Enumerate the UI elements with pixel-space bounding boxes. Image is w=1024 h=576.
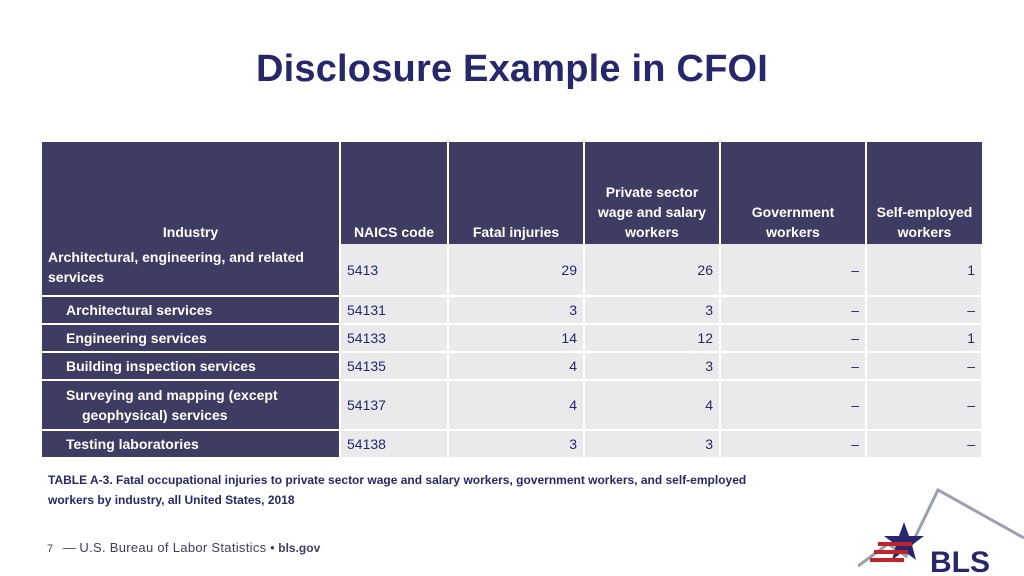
industry-line1: Surveying and mapping (except: [66, 387, 278, 403]
logo-stripe: [870, 558, 904, 562]
industry-cell: Architectural services: [42, 296, 340, 324]
self-employed-cell: –: [866, 296, 982, 324]
footer: [47, 540, 320, 555]
private-cell: 12: [584, 324, 720, 352]
industry-cell: Testing laboratories: [42, 430, 340, 458]
cfoi-table: [42, 142, 983, 459]
government-cell: –: [720, 296, 866, 324]
table-caption: TABLE A-3. Fatal occupational injuries to private sector wage and salary workers, government workers, and self-employed workers by industry, all United States, 2018: [48, 473, 747, 507]
header-fatal: Fatal injuries: [448, 142, 584, 244]
header-private: [584, 142, 720, 244]
fatal-cell: 14: [448, 324, 584, 352]
self-employed-cell: 1: [866, 244, 982, 296]
bls-star-chart-logo-icon: [858, 486, 1024, 576]
self-employed-cell: 1: [866, 324, 982, 352]
private-cell: 3: [584, 430, 720, 458]
header-self-employed: [866, 142, 982, 244]
header-private-line1: Private sector: [605, 184, 699, 200]
naics-cell: 54135: [340, 352, 448, 380]
private-cell: 3: [584, 296, 720, 324]
table-row: [42, 324, 982, 352]
industry-cell: Building inspection services: [42, 352, 340, 380]
footer-bullet: •: [270, 540, 275, 555]
government-cell: –: [720, 380, 866, 430]
naics-cell: 54138: [340, 430, 448, 458]
header-private-line2: wage and salary: [597, 204, 707, 220]
page-title: Disclosure Example in CFOI: [255, 48, 769, 90]
header-naics: NAICS code: [340, 142, 448, 244]
table-row: [42, 380, 982, 430]
table-row: [42, 244, 982, 296]
logo-stripe: [878, 542, 912, 546]
footer-site: bls.gov: [278, 541, 321, 555]
logo-text: BLS: [930, 546, 990, 576]
industry-line2: geophysical) services: [82, 407, 228, 423]
self-employed-cell: –: [866, 380, 982, 430]
private-cell: 4: [584, 380, 720, 430]
table-row: [42, 296, 982, 324]
government-cell: –: [720, 352, 866, 380]
table-row: [42, 430, 982, 458]
private-cell: 26: [584, 244, 720, 296]
government-cell: –: [720, 324, 866, 352]
industry-cell: Architectural, engineering, and related services: [42, 244, 340, 296]
naics-cell: 54137: [340, 380, 448, 430]
header-industry: Industry: [42, 142, 340, 244]
logo-stripe: [874, 550, 908, 554]
self-employed-cell: –: [866, 352, 982, 380]
self-employed-cell: –: [866, 430, 982, 458]
table-row: [42, 352, 982, 380]
header-private-line3: workers: [625, 224, 679, 240]
private-cell: 3: [584, 352, 720, 380]
industry-cell: Engineering services: [42, 324, 340, 352]
naics-cell: 5413: [340, 244, 448, 296]
footer-dash: —: [62, 540, 76, 555]
header-government-line1: Government: [751, 204, 835, 220]
government-cell: –: [720, 430, 866, 458]
fatal-cell: 4: [448, 380, 584, 430]
industry-cell: [42, 380, 340, 430]
table-header-row: [42, 142, 982, 244]
fatal-cell: 3: [448, 296, 584, 324]
government-cell: –: [720, 244, 866, 296]
header-government: [720, 142, 866, 244]
page-number: 7: [47, 543, 54, 555]
fatal-cell: 4: [448, 352, 584, 380]
naics-cell: 54133: [340, 324, 448, 352]
footer-org: U.S. Bureau of Labor Statistics: [79, 540, 267, 555]
naics-cell: 54131: [340, 296, 448, 324]
fatal-cell: 29: [448, 244, 584, 296]
header-self-line1: Self-employed: [876, 204, 973, 220]
fatal-cell: 3: [448, 430, 584, 458]
header-self-line2: workers: [897, 224, 952, 240]
header-government-line2: workers: [766, 224, 820, 240]
